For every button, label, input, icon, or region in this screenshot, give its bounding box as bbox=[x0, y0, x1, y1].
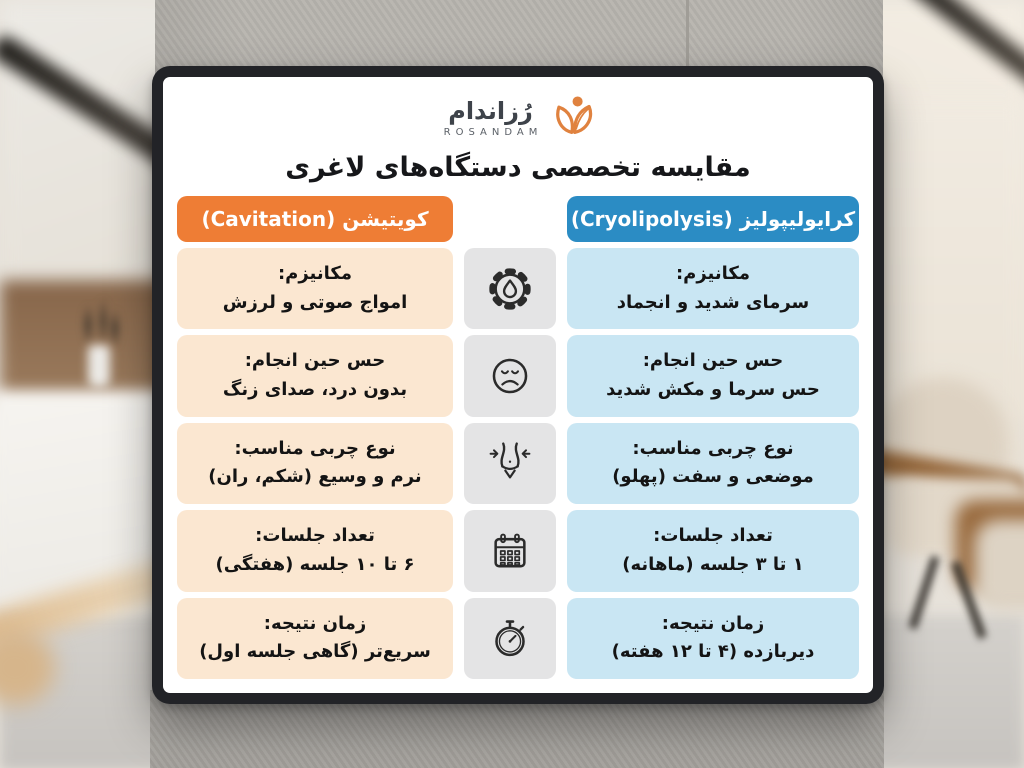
icon-cell-sensation bbox=[464, 335, 556, 416]
armchair2-seat bbox=[975, 520, 1024, 610]
cell-label: تعداد جلسات: bbox=[653, 525, 773, 547]
cell-label: نوع چربی مناسب: bbox=[234, 437, 396, 459]
cell-value: دیربازده (۴ تا ۱۲ هفته) bbox=[611, 641, 815, 663]
cell-label: مکانیزم: bbox=[675, 262, 751, 284]
cell-cryo-sensation bbox=[567, 335, 859, 416]
cell-value: حس سرما و مکش شدید bbox=[606, 379, 820, 401]
brand-name-en: ROSANDAM bbox=[443, 127, 543, 139]
sad-face-icon bbox=[483, 349, 537, 403]
rosandam-flower-icon bbox=[551, 93, 597, 143]
cell-cryo-result-time bbox=[567, 598, 859, 679]
brand-name-fa: رُزاندام bbox=[448, 96, 533, 125]
calendar-icon bbox=[483, 524, 537, 578]
cell-cavi-mechanism bbox=[177, 248, 453, 329]
infographic-board bbox=[152, 66, 884, 704]
cell-value: سرمای شدید و انجماد bbox=[616, 291, 810, 313]
cell-label: مکانیزم: bbox=[277, 262, 353, 284]
brand-logo bbox=[177, 93, 859, 143]
cell-label: نوع چربی مناسب: bbox=[632, 437, 794, 459]
cell-cavi-sensation bbox=[177, 335, 453, 416]
icon-cell-fat-type bbox=[464, 423, 556, 504]
cell-value: بدون درد، صدای زنگ bbox=[222, 379, 408, 401]
cell-cryo-sessions bbox=[567, 510, 859, 591]
infographic-content bbox=[163, 77, 873, 693]
cell-label: تعداد جلسات: bbox=[255, 525, 375, 547]
cell-label: حس حین انجام: bbox=[244, 350, 386, 372]
vase bbox=[88, 345, 110, 387]
cell-value: سریع‌تر (گاهی جلسه اول) bbox=[199, 641, 431, 663]
cell-cryo-mechanism bbox=[567, 248, 859, 329]
icon-cell-sessions bbox=[464, 510, 556, 591]
cell-value: امواج صوتی و لرزش bbox=[222, 291, 408, 313]
column-header-cavitation: کویتیشن (Cavitation) bbox=[177, 196, 453, 242]
brand-name bbox=[439, 98, 543, 139]
cell-cavi-fat-type bbox=[177, 423, 453, 504]
comparison-table bbox=[177, 196, 859, 679]
page-title: مقایسه تخصصی دستگاه‌های لاغری bbox=[285, 152, 751, 183]
cell-value: ۶ تا ۱۰ جلسه (هفتگی) bbox=[215, 553, 415, 575]
cell-value: نرم و وسیع (شکم، ران) bbox=[208, 466, 422, 488]
cell-label: زمان نتیجه: bbox=[661, 612, 765, 634]
stopwatch-icon bbox=[483, 611, 537, 665]
cell-cavi-result-time bbox=[177, 598, 453, 679]
waist-arrows-icon bbox=[483, 436, 537, 490]
cell-label: زمان نتیجه: bbox=[263, 612, 367, 634]
gear-droplet-icon bbox=[483, 262, 537, 316]
column-header-cryolipolysis: کرایولیپولیز (Cryolipolysis) bbox=[567, 196, 859, 242]
cell-cavi-sessions bbox=[177, 510, 453, 591]
cell-cryo-fat-type bbox=[567, 423, 859, 504]
cell-value: ۱ تا ۳ جلسه (ماهانه) bbox=[622, 553, 804, 575]
cell-label: حس حین انجام: bbox=[642, 350, 784, 372]
icon-cell-mechanism bbox=[464, 248, 556, 329]
header-spacer bbox=[464, 196, 556, 242]
cell-value: موضعی و سفت (پهلو) bbox=[612, 466, 814, 488]
icon-cell-result-time bbox=[464, 598, 556, 679]
